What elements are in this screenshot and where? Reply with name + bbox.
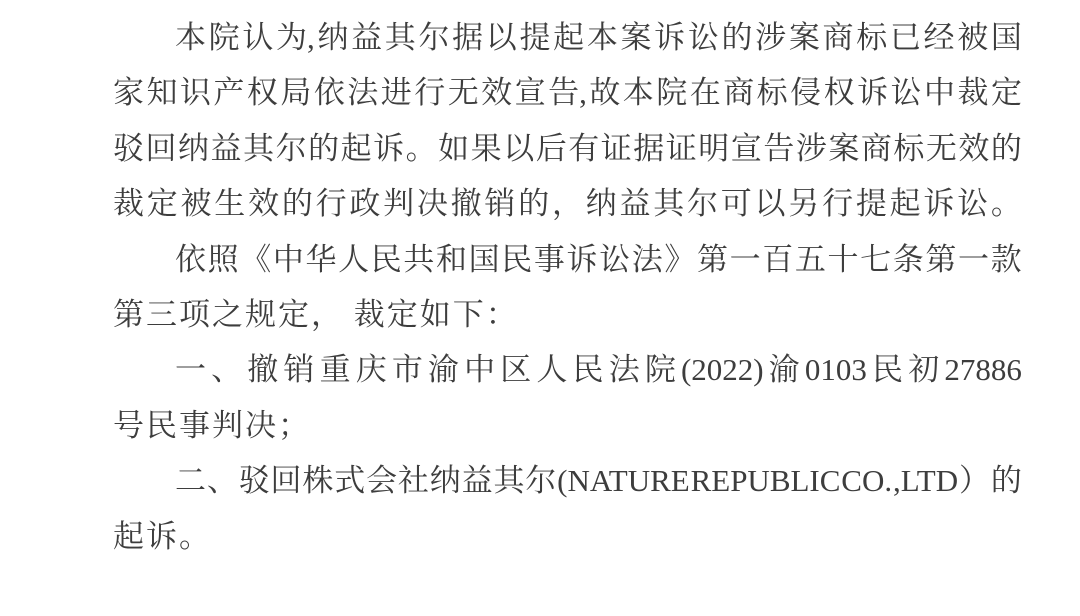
text-token: 标: [856, 20, 888, 55]
text-token: 尔: [525, 463, 557, 499]
text-token: 益: [210, 130, 242, 166]
text-token: 法: [347, 75, 379, 111]
text-token: 起: [889, 186, 921, 222]
text-token: CO.: [841, 463, 893, 499]
text-token: 本: [622, 75, 654, 111]
text-token: 的: [281, 186, 313, 222]
text-token: 知: [146, 75, 178, 111]
text-token: 其: [493, 463, 525, 499]
document-body: [113, 10, 1022, 564]
text-token: 中: [924, 75, 955, 111]
text-token: 以: [485, 20, 517, 55]
text-token: 的: [990, 463, 1022, 499]
text-token: 株: [302, 463, 334, 499]
text-token: 七: [860, 241, 892, 277]
text-token: 其: [384, 20, 416, 55]
text-token: 效: [481, 75, 513, 111]
text-token: 。: [990, 186, 1022, 222]
text-token: 故: [589, 75, 621, 111]
text-token: 本: [586, 20, 618, 55]
text-token: 起: [340, 130, 372, 166]
text-token: REPUBLIC: [690, 463, 841, 499]
text-token: 国: [990, 20, 1022, 55]
text-token: 和: [436, 241, 467, 277]
text-token: 纳: [178, 130, 210, 166]
text-token: ）: [958, 463, 990, 499]
text-token: 局: [280, 75, 312, 111]
text-token: 民: [370, 241, 402, 277]
text-token: 人: [536, 352, 568, 388]
text-token: 明: [698, 130, 730, 166]
text-token: (NATURE: [557, 463, 690, 499]
text-token: 依: [313, 75, 345, 111]
text-token: 宣: [730, 130, 762, 166]
text-token: 家: [113, 75, 144, 111]
document-line: [113, 342, 1022, 397]
text-token: 式: [334, 463, 366, 499]
text-token: 会: [366, 463, 398, 499]
document-line: [113, 10, 1022, 65]
text-token: 后: [535, 130, 567, 166]
text-token: 被: [957, 20, 989, 55]
text-token: 商: [723, 75, 755, 111]
text-token: 讼: [957, 186, 989, 222]
text-token: 另: [788, 186, 820, 222]
text-token: 重: [319, 352, 351, 388]
text-token: 生: [214, 186, 246, 222]
text-token: 讼: [599, 241, 631, 277]
text-token: 益: [619, 186, 651, 222]
text-token: 标: [893, 130, 925, 166]
document-line: 号民事判决；: [113, 407, 311, 443]
text-token: 国: [468, 241, 500, 277]
document-line: [113, 232, 1022, 287]
text-token: ，: [551, 186, 583, 222]
text-token: 第: [697, 241, 728, 277]
text-token: 定: [146, 186, 178, 222]
text-token: 行: [315, 186, 347, 222]
text-token: 证: [600, 130, 632, 166]
document-line: 第三项之规定， 裁定如下：: [113, 296, 519, 332]
text-token: 经: [923, 20, 955, 55]
text-token: (2022): [680, 352, 764, 388]
text-token: 百: [762, 241, 794, 277]
text-token: 效: [248, 186, 280, 222]
text-token: 裁: [113, 186, 144, 222]
text-token: 纳: [585, 186, 617, 222]
text-token: 诉: [923, 186, 955, 222]
document-line: 起诉。: [113, 518, 212, 554]
text-token: 定: [990, 75, 1022, 111]
text-token: 的: [721, 20, 753, 55]
text-token: 证: [665, 130, 697, 166]
text-token: 侵: [790, 75, 822, 111]
court-ruling-document: [113, 10, 1022, 564]
text-token: 人: [338, 241, 370, 277]
text-token: 事: [533, 241, 565, 277]
text-token: 进: [380, 75, 412, 111]
text-token: 在: [689, 75, 721, 111]
text-token: 依: [175, 241, 206, 277]
text-token: 法: [608, 352, 640, 388]
text-token: 行: [414, 75, 446, 111]
text-token: 判: [383, 186, 415, 222]
text-token: 以: [754, 186, 786, 222]
text-token: 撤: [450, 186, 482, 222]
text-token: 诉: [857, 75, 889, 111]
text-token: 法: [631, 241, 663, 277]
text-token: 有: [568, 130, 600, 166]
text-token: 的: [518, 186, 550, 222]
text-token: 起: [553, 20, 585, 55]
paragraph: [113, 10, 1022, 232]
text-token: 驳: [113, 130, 144, 166]
text-token: 回: [270, 463, 302, 499]
text-token: 其: [653, 186, 685, 222]
text-token: 标: [756, 75, 788, 111]
text-token: 讼: [687, 20, 719, 55]
text-token: 院: [644, 352, 676, 388]
text-token: 0103: [804, 352, 867, 388]
text-token: 款: [990, 241, 1022, 277]
text-token: 条: [892, 241, 924, 277]
paragraph: [113, 232, 1022, 343]
text-token: 《: [240, 241, 272, 277]
text-token: 益: [461, 463, 493, 499]
text-token: 行: [822, 186, 854, 222]
text-token: 二: [175, 463, 206, 499]
text-token: 尔: [418, 20, 450, 55]
text-token: 27886: [944, 352, 1022, 388]
text-token: 益: [351, 20, 383, 55]
text-token: 一: [958, 241, 989, 277]
text-token: 纳: [317, 20, 349, 55]
text-token: 区: [500, 352, 532, 388]
text-token: 初: [908, 352, 940, 388]
text-token: 裁: [957, 75, 989, 111]
text-token: 据: [452, 20, 484, 55]
text-token: 、: [206, 463, 238, 499]
text-token: 五: [794, 241, 826, 277]
text-token: 销: [283, 352, 315, 388]
text-token: 的: [308, 130, 340, 166]
text-token: 照: [207, 241, 239, 277]
text-token: 庆: [355, 352, 387, 388]
text-token: 其: [243, 130, 275, 166]
text-token: 尔: [275, 130, 307, 166]
text-token: 案: [788, 20, 820, 55]
text-token: 权: [823, 75, 855, 111]
text-token: 十: [827, 241, 859, 277]
document-line: [113, 65, 1022, 120]
text-token: 提: [855, 186, 887, 222]
text-token: 讼: [890, 75, 922, 111]
text-token: 权: [246, 75, 278, 111]
text-token: 为,: [276, 20, 315, 55]
text-token: 案: [620, 20, 652, 55]
text-token: 被: [180, 186, 212, 222]
text-token: 民: [872, 352, 904, 388]
text-token: 民: [572, 352, 604, 388]
text-token: 一: [729, 241, 761, 277]
text-token: 涉: [755, 20, 787, 55]
text-token: 中: [464, 352, 496, 388]
text-token: 社: [397, 463, 429, 499]
document-line: [113, 121, 1022, 176]
text-token: 院: [208, 20, 240, 55]
document-line: [113, 176, 1022, 231]
text-token: 涉: [795, 130, 827, 166]
text-token: 华: [305, 241, 337, 277]
text-token: 回: [145, 130, 177, 166]
text-token: 销: [484, 186, 516, 222]
text-token: 案: [828, 130, 860, 166]
text-token: 本: [175, 20, 206, 55]
text-token: 市: [391, 352, 423, 388]
document-line: [113, 453, 1022, 508]
text-token: 如: [438, 130, 470, 166]
text-token: 识: [179, 75, 211, 111]
text-token: 告: [763, 130, 795, 166]
text-token: 产: [213, 75, 245, 111]
text-token: 民: [501, 241, 533, 277]
text-token: 、: [211, 352, 243, 388]
text-token: 商: [860, 130, 892, 166]
text-token: 据: [633, 130, 665, 166]
text-token: 院: [656, 75, 688, 111]
text-token: 诉: [654, 20, 686, 55]
paragraph: [113, 342, 1022, 453]
text-token: 驳: [238, 463, 270, 499]
text-token: 效: [958, 130, 990, 166]
text-token: 以: [503, 130, 535, 166]
text-token: 提: [519, 20, 551, 55]
text-token: 政: [349, 186, 381, 222]
text-token: 渝: [768, 352, 800, 388]
text-token: 宣: [514, 75, 546, 111]
text-token: 》: [664, 241, 696, 277]
text-token: 撤: [247, 352, 279, 388]
paragraph: [113, 453, 1022, 564]
text-token: 纳: [429, 463, 461, 499]
text-token: 一: [175, 352, 206, 388]
text-token: ,LTD: [892, 463, 959, 499]
text-token: 尔: [687, 186, 719, 222]
text-token: 果: [470, 130, 502, 166]
text-token: 决: [416, 186, 448, 222]
text-token: 共: [403, 241, 435, 277]
text-token: 第: [925, 241, 957, 277]
text-token: 。: [405, 130, 437, 166]
text-token: 认: [242, 20, 274, 55]
text-token: 中: [272, 241, 304, 277]
text-token: 无: [925, 130, 957, 166]
text-token: 诉: [373, 130, 405, 166]
text-token: 渝: [427, 352, 459, 388]
text-token: 商: [822, 20, 854, 55]
text-token: 的: [990, 130, 1022, 166]
text-token: 无: [447, 75, 479, 111]
text-token: 已: [889, 20, 921, 55]
text-token: 诉: [566, 241, 598, 277]
text-token: 可: [720, 186, 752, 222]
text-token: 告,: [548, 75, 587, 111]
